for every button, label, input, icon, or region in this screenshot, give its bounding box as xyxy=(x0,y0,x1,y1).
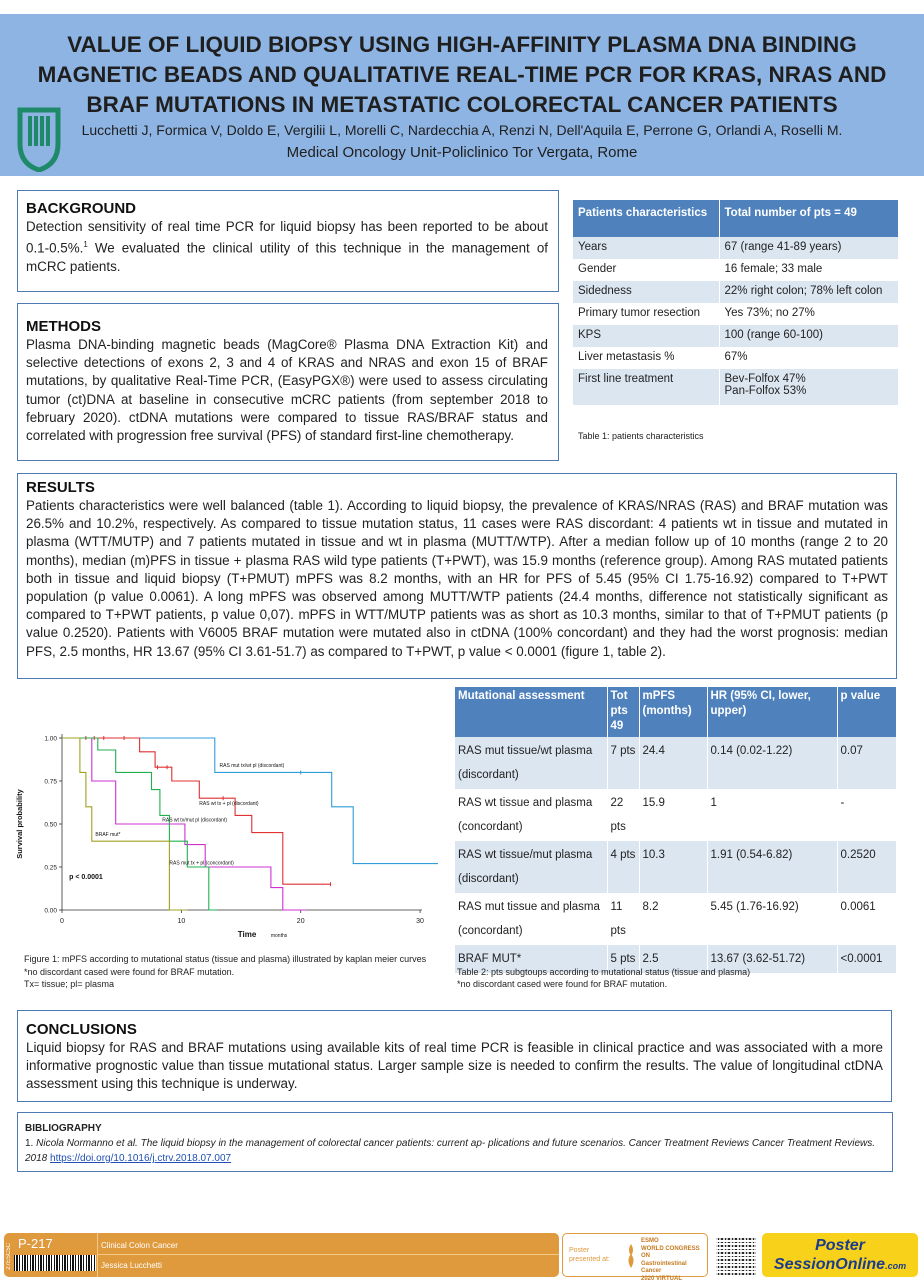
series-label: BRAF mut* xyxy=(95,832,121,839)
table-cell: - xyxy=(837,789,897,841)
table-row xyxy=(455,789,897,841)
doi-link[interactable]: https://doi.org/10.1016/j.ctrv.2018.07.007 xyxy=(50,1153,232,1164)
table-cell: 2.5 xyxy=(639,945,707,973)
table-row xyxy=(573,369,899,405)
table-cell: 22% right colon; 78% left colon xyxy=(719,281,899,303)
table-header-cell: Tot pts 49 xyxy=(607,687,639,737)
results-heading: RESULTS xyxy=(26,479,95,496)
table-cell: 7 pts xyxy=(607,737,639,789)
presented-at-badge xyxy=(562,1233,708,1280)
table-header-cell: Patients characteristics xyxy=(573,200,719,237)
presented-at-label: Poster presented at: xyxy=(569,1247,610,1263)
table-cell: 8.2 xyxy=(639,893,707,945)
results-text: Patients characteristics were well balanced (table 1). According to liquid biopsy, the prevalence of KRAS/NRAS (RAS) and BRAF mutation was 26.5% and 10.2%, respectively. As compared to tissue mutation status, 11 cases were RAS discordant: 4 patients wt in tissue and mutated in plasma (WTT/MUTP) and 7 patients mutated in tissue and wt in plasma (MUTT/WTP). After a median follow up of 10 months (range 2 to 20 months), median (m)PFS in tissue + plasma RAS wild type patients (T+PWT), was 15.9 months (reference group). Among RAS mutated patients both in tissue and liquid biopsy (T+PMUT) mPFS was 8.2 months, with an HR for PFS of 5.45 (95% CI 1.75-16.92) compared to T+PWT population (p value 0.0061). A long mPFS was observed among MUTT/WTP patients (24.4 months, difference not statistically significant as compared to T+PWT patients, p value 0,07). mPFS in WTT/MUTP patients was as short as 10.3 months, similar to that of T+PMUT patients (p value 0.2520). Patients with V6005 BRAF mutation were mutated also in ctDNA (100% concordant) and they had the worst prognosis: median PFS, 2.5 months, HR 13.67 (95% CI 3.61-51.7) as compared to T+PWT, p value < 0.0001 (figure 1, table 2). xyxy=(26,498,888,659)
poster-title: VALUE OF LIQUID BIOPSY USING HIGH-AFFINITY PLASMA DNA BINDING MAGNETIC BEADS AND QUALITATIVE REAL-TIME PCR FOR KRAS, NRAS AND BRAF MUTATIONS IN METASTATIC COLORECTAL CANCER PATIENTS xyxy=(37,32,887,117)
table-cell: 11 pts xyxy=(607,893,639,945)
table-cell: RAS mut tissue/wt plasma (discordant) xyxy=(455,737,607,789)
table-cell: 10.3 xyxy=(639,841,707,893)
y-tick-label: 0.50 xyxy=(44,821,57,829)
mutational-assessment-table xyxy=(455,687,897,973)
kaplan-meier-chart xyxy=(14,724,438,944)
figure-caption-line: Tx= tissue; pl= plasma xyxy=(24,979,115,989)
postersessiononline-logo[interactable]: Poster SessionOnline.com xyxy=(762,1233,918,1277)
x-tick-label: 0 xyxy=(60,918,64,925)
table-row xyxy=(573,281,899,303)
table1-caption: Table 1: patients characteristics xyxy=(578,431,704,441)
table-row xyxy=(455,737,897,789)
table-cell: 0.14 (0.02-1.22) xyxy=(707,737,837,789)
table-cell: RAS wt tissue/mut plasma (discordant) xyxy=(455,841,607,893)
y-tick-label: 0.00 xyxy=(44,907,57,915)
table-cell: 24.4 xyxy=(639,737,707,789)
wheat-icon xyxy=(623,1242,639,1270)
barcode-icon xyxy=(14,1255,96,1271)
table-cell: 1.91 (0.54-6.82) xyxy=(707,841,837,893)
table-row xyxy=(455,893,897,945)
series-label: RAS wt tx + pl (discordant) xyxy=(199,801,259,808)
table-header-cell: Mutational assessment xyxy=(455,687,607,737)
table-cell: 67% xyxy=(719,347,899,369)
background-section xyxy=(17,190,559,292)
affiliation: Medical Oncology Unit-Policlinico Tor Vergata, Rome xyxy=(286,144,638,161)
table-row xyxy=(573,237,899,259)
table-cell: RAS wt tissue and plasma (concordant) xyxy=(455,789,607,841)
conclusions-section xyxy=(17,1010,892,1102)
methods-heading: METHODS xyxy=(26,318,101,335)
table-cell: 16 female; 33 male xyxy=(719,259,899,281)
methods-section xyxy=(17,303,559,461)
table-cell: 0.0061 xyxy=(837,893,897,945)
table-cell: 0.07 xyxy=(837,737,897,789)
table-cell: 5.45 (1.76-16.92) xyxy=(707,893,837,945)
table-cell: 4 pts xyxy=(607,841,639,893)
table-cell: Yes 73%; no 27% xyxy=(719,303,899,325)
series-label: RAS mut tx + pl (concordant) xyxy=(169,860,234,867)
bibliography-entry: 1. Nicola Normanno et al. The liquid biopsy in the management of colorectal cancer patients: current ap- plications and future scenarios. Cancer Treatment Reviews Cancer Treatment Reviews. 2018 https://doi.org/10.1016/j.ctrv.2018.07.007 xyxy=(25,1138,876,1164)
table-cell: 13.67 (3.62-51.72) xyxy=(707,945,837,973)
figure-caption-line: Figure 1: mPFS according to mutational status (tissue and plasma) illustrated by kaplan meier curves xyxy=(24,954,427,964)
background-text: Detection sensitivity of real time PCR for liquid biopsy has been reported to be about 0.1-0.5%.$^1$ We evaluated the clinical utility of this technique in the management of mCRC patients. xyxy=(26,219,548,274)
table-header-cell: mPFS (months) xyxy=(639,687,707,737)
table-cell: KPS xyxy=(573,325,719,347)
poster-header xyxy=(0,14,924,176)
table-cell: 0.2520 xyxy=(837,841,897,893)
table-row xyxy=(455,841,897,893)
table-cell: 100 (range 60-100) xyxy=(719,325,899,347)
bibliography-heading: BIBLIOGRAPHY xyxy=(25,1123,102,1134)
divider xyxy=(98,1254,559,1255)
footer-category: Clinical Colon Cancer xyxy=(101,1241,178,1250)
background-heading: BACKGROUND xyxy=(26,200,136,217)
table-cell: <0.0001 xyxy=(837,945,897,973)
conclusions-heading: CONCLUSIONS xyxy=(26,1021,137,1038)
methods-text: Plasma DNA-binding magnetic beads (MagCore® Plasma DNA Extraction Kit) and selective detections of exons 2, 3 and 4 of KRAS and NRAS and exon 15 of BRAF mutations, by qualitative Real-Time PCR, (EasyPGX®) were used to assess circulating tumor (ct)DNA at baseline in consecutive mCRC patients (from september 2018 to february 2020). ctDNA mutations were compared to tissue RAS/BRAF status and correlated with progression free survival (PFS) of standard first-line chemotherapy. xyxy=(26,337,548,444)
x-axis-unit: months xyxy=(270,933,288,939)
p-value-annotation: p < 0.0001 xyxy=(69,874,103,882)
figure-caption-line: *no discordant cased were found for BRAF mutation. xyxy=(24,966,235,977)
table-row xyxy=(573,259,899,281)
table-cell: 67 (range 41-89 years) xyxy=(719,237,899,259)
authors: Lucchetti J, Formica V, Doldo E, Vergilii L, Morelli C, Nardecchia A, Renzi N, Dell'Aquila E, Perrone G, Orlandi A, Roselli M. xyxy=(81,122,843,138)
table-cell: RAS mut tissue and plasma (concordant) xyxy=(455,893,607,945)
table-row xyxy=(573,347,899,369)
table-cell: BRAF MUT* xyxy=(455,945,607,973)
table-cell: Years xyxy=(573,237,719,259)
table-row xyxy=(573,303,899,325)
table-header-cell: HR (95% CI, lower, upper) xyxy=(707,687,837,737)
divider xyxy=(97,1233,98,1277)
y-axis-label: Survival probability xyxy=(15,789,24,859)
table-cell: Gender xyxy=(573,259,719,281)
qr-code-mask xyxy=(716,1237,756,1275)
series-label: RAS wt tx/mut pl (discordant) xyxy=(162,817,228,824)
table-header-row xyxy=(455,687,897,737)
table-cell: Bev-Folfox 47% Pan-Folfox 53% xyxy=(719,369,899,405)
congress-logo-text: ESMO WORLD CONGRESS ON Gastrointestinal Cancer 2020 VIRTUAL xyxy=(641,1238,700,1280)
table-caption-line: *no discordant cased were found for BRAF mutation. xyxy=(457,979,668,989)
y-tick-label: 0.25 xyxy=(44,864,57,872)
table-cell: Liver metastasis % xyxy=(573,347,719,369)
x-axis-label: Time xyxy=(237,930,257,939)
table-cell: 15.9 xyxy=(639,789,707,841)
table-header-cell: Total number of pts = 49 xyxy=(719,200,899,237)
table-caption-line: Table 2: pts subgtoups according to mutational status (tissue and plasma) xyxy=(457,967,751,977)
figure1-caption xyxy=(24,953,426,991)
x-tick-label: 20 xyxy=(296,918,305,925)
chart-series xyxy=(62,736,438,910)
x-tick-label: 30 xyxy=(416,918,424,925)
x-tick-label: 10 xyxy=(177,918,186,925)
table-header-row xyxy=(573,200,899,237)
table-cell: First line treatment xyxy=(573,369,719,405)
reference-marker: 1 xyxy=(83,240,88,250)
y-tick-label: 1.00 xyxy=(44,735,57,743)
table-row xyxy=(573,325,899,347)
results-section xyxy=(17,473,897,679)
footer-bar xyxy=(4,1233,559,1277)
table-cell: Sidedness xyxy=(573,281,719,303)
conclusions-text: Liquid biopsy for RAS and BRAF mutations using available kits of real time PCR is feasible in clinical practice and was associated with a more informative prognostic value than tissue mutational status. Larger sample size is needed to confirm the results. The value of longitudinal ctDNA assessment using this technique is underway. xyxy=(26,1040,883,1092)
table-cell: 22 pts xyxy=(607,789,639,841)
table2-caption xyxy=(457,966,750,990)
footer-presenter: Jessica Lucchetti xyxy=(101,1261,162,1270)
patients-characteristics-table xyxy=(573,200,899,405)
y-tick-label: 0.75 xyxy=(44,778,57,786)
table-cell: Primary tumor resection xyxy=(573,303,719,325)
table-cell: 5 pts xyxy=(607,945,639,973)
table-header-cell: p value xyxy=(837,687,897,737)
table-cell: 1 xyxy=(707,789,837,841)
poster-number: P-217 xyxy=(18,1236,53,1251)
bibliography-section xyxy=(17,1112,893,1172)
series-label: RAS mut tx/wt pl (discordant) xyxy=(219,763,285,770)
vertical-code: 27ESC5C xyxy=(6,1243,12,1270)
